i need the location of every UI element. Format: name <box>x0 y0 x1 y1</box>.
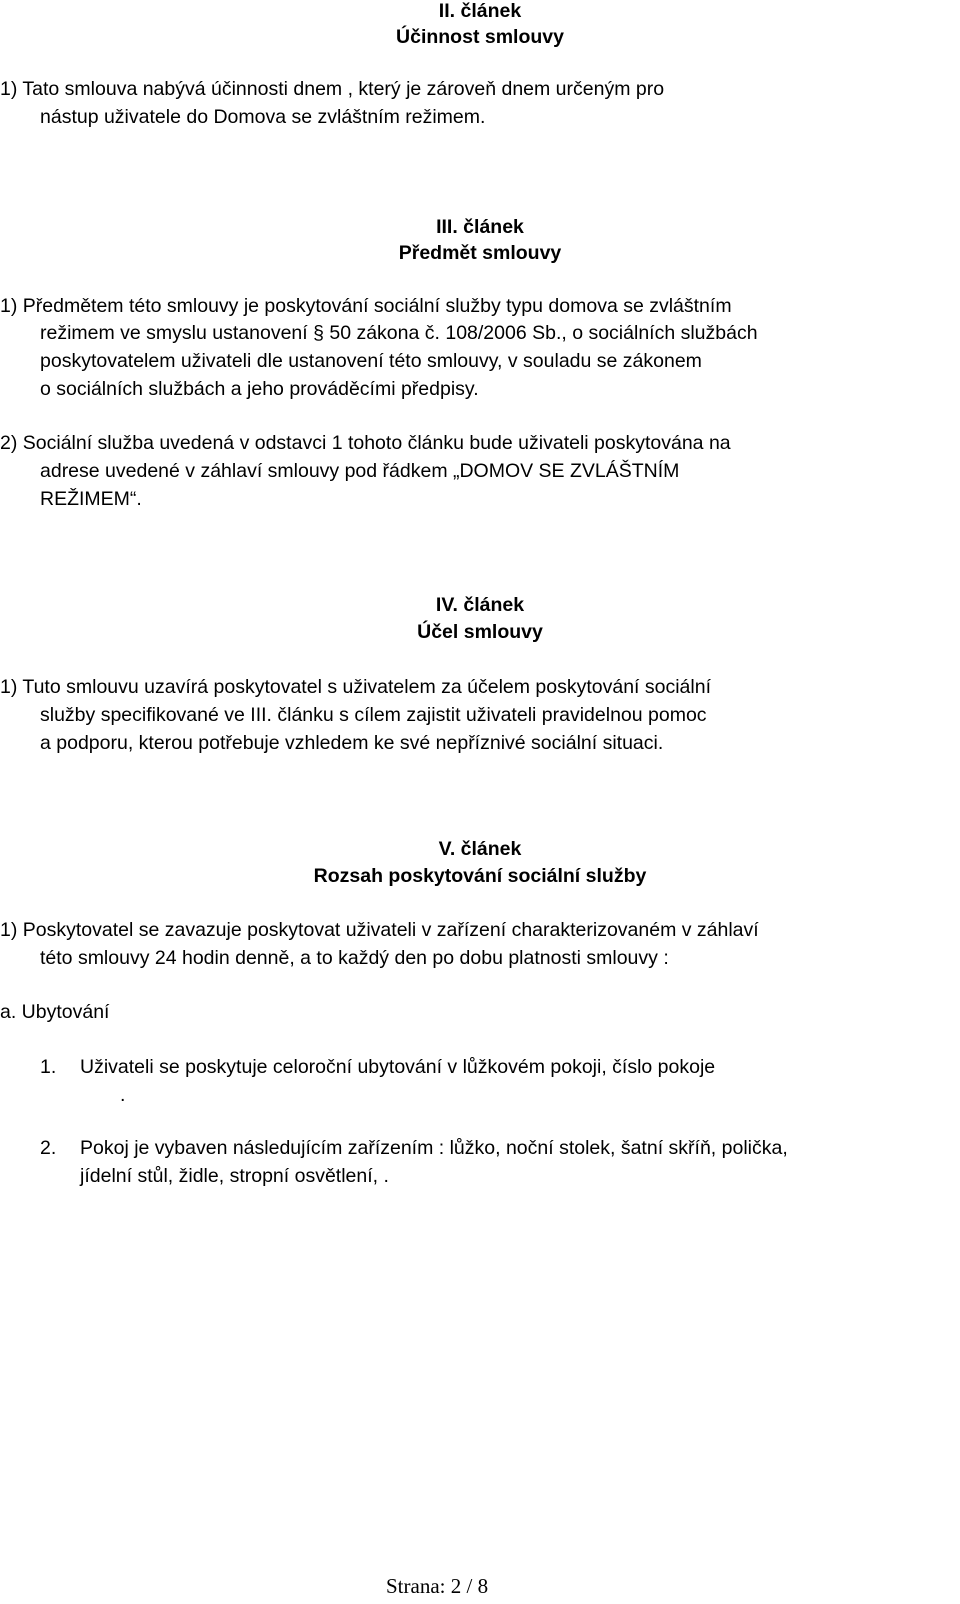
section-number-heading: V. článek <box>438 838 522 860</box>
section-title: Účel smlouvy <box>417 621 543 643</box>
paragraph-line: služby specifikované ve III. článku s cílem zajistit uživateli pravidelnou pomoc <box>40 704 707 726</box>
paragraph-line: adrese uvedené v záhlaví smlouvy pod řádkem „DOMOV SE ZVLÁŠTNÍM <box>40 460 680 482</box>
section-title: Rozsah poskytování sociální služby <box>313 865 647 887</box>
paragraph-line: o sociálních službách a jeho prováděcími předpisy. <box>40 378 479 400</box>
list-item-line: Uživateli se poskytuje celoroční ubytování v lůžkovém pokoji, číslo pokoje <box>80 1056 716 1078</box>
paragraph-line: a podporu, kterou potřebuje vzhledem ke své nepříznivé sociální situaci. <box>40 732 664 754</box>
list-item-number: 2. <box>40 1137 57 1159</box>
paragraph-line: REŽIMEM“. <box>40 488 142 510</box>
paragraph-line: 1) Předmětem této smlouvy je poskytování sociální služby typu domova se zvláštním <box>0 295 732 317</box>
list-item-number: 1. <box>40 1056 57 1078</box>
section-number-heading: IV. článek <box>435 594 525 616</box>
list-item-line: Pokoj je vybaven následujícím zařízením : lůžko, noční stolek, šatní skříň, polička, <box>80 1137 788 1159</box>
list-item-line: . <box>120 1084 126 1106</box>
section-title: Účinnost smlouvy <box>396 26 564 48</box>
list-item-line: jídelní stůl, židle, stropní osvětlení, . <box>80 1165 389 1187</box>
section-number-heading: III. článek <box>436 216 524 238</box>
section-title: Předmět smlouvy <box>398 242 562 264</box>
paragraph-line: 1) Tato smlouva nabývá účinnosti dnem , který je zároveň dnem určeným pro <box>0 78 665 100</box>
paragraph-line: 1) Tuto smlouvu uzavírá poskytovatel s uživatelem za účelem poskytování sociální <box>0 676 711 698</box>
paragraph-line: režimem ve smyslu ustanovení § 50 zákona č. 108/2006 Sb., o sociálních službách <box>40 322 758 344</box>
sub-heading: a. Ubytování <box>0 1001 110 1023</box>
paragraph-line: této smlouvy 24 hodin denně, a to každý den po dobu platnosti smlouvy : <box>40 947 669 969</box>
page-number-label: Strana: 2 / 8 <box>386 1574 489 1598</box>
paragraph-line: poskytovatelem uživateli dle ustanovení této smlouvy, v souladu se zákonem <box>40 350 702 372</box>
paragraph-line: 2) Sociální služba uvedená v odstavci 1 tohoto článku bude uživateli poskytována na <box>0 432 731 454</box>
paragraph-line: 1) Poskytovatel se zavazuje poskytovat uživateli v zařízení charakterizovaném v záhlaví <box>0 919 759 941</box>
paragraph-line: nástup uživatele do Domova se zvláštním režimem. <box>40 106 486 128</box>
section-number-heading: II. článek <box>438 0 522 22</box>
